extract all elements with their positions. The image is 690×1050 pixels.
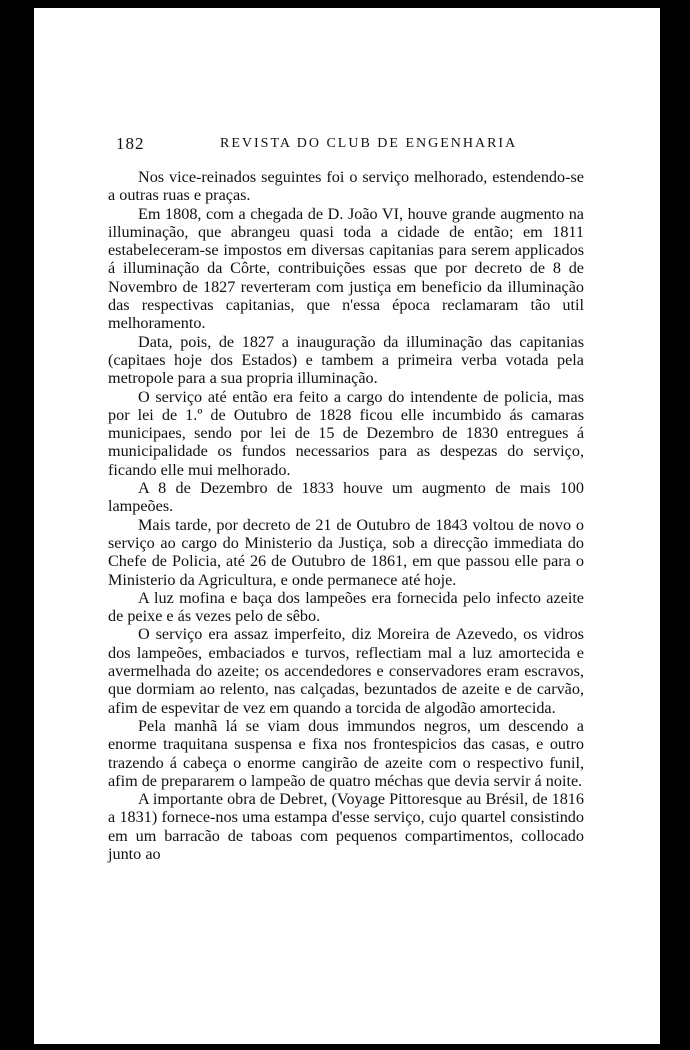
page-number: 182 <box>116 134 145 153</box>
running-title: REVISTA DO CLUB DE ENGENHARIA <box>220 136 518 151</box>
paragraph: Nos vice-reinados seguintes foi o serviço melhorado, estendendo-se a outras ruas e praças. <box>108 168 584 205</box>
paragraph: A luz mofina e baça dos lampeões era fornecida pelo infecto azeite de peixe e ás vezes pelo de sêbo. <box>108 588 584 626</box>
paragraph: O serviço até então era feito a cargo do intendente de policia, mas por lei de 1.º de Outubro de 1828 ficou elle incumbido ás camaras municipaes, sendo por lei de 15 de Dezembro de 1830 entregues á municipalidade os fundos necessarios para as despezas do serviço, ficando elle mui melhorado. <box>108 387 584 479</box>
paragraph: Em 1808, com a chegada de D. João VI, houve grande augmento na illuminação, que abrangeu quasi toda a cidade de então; em 1811 estabeleceram-se impostos em diversas capitanias para serem applicados á illuminação da Côrte, contribuições essas que por decreto de 8 de Novembro de 1827 reverteram com justiça em beneficio da illuminação das respectivas capitanias, que n'essa época reclamaram tão util melhoramento. <box>108 204 584 333</box>
paragraph: Mais tarde, por decreto de 21 de Outubro de 1843 voltou de novo o serviço ao cargo do Ministerio da Justiça, sob a direcção immediata do Chefe de Policia, até 26 de Outubro de 1861, em que passou elle para o Ministerio da Agricultura, e onde permanece até hoje. <box>108 515 584 589</box>
body-text <box>108 168 584 863</box>
paragraph: A 8 de Dezembro de 1833 houve um augmento de mais 100 lampeões. <box>108 479 584 516</box>
paragraph: Pela manhã lá se viam dous immundos negros, um descendo a enorme traquitana suspensa e fixa nos frontespicios das casas, e outro trazendo á cabeça o enorme cangirão de azeite com o respectivo funil, afim de prepararem o lampeão de quatro méchas que devia servir á noite. <box>108 716 584 790</box>
paragraph: Data, pois, de 1827 a inauguração da illuminação das capitanias (capitaes hoje dos Estados) e tambem a primeira verba votada pela metropole para a sua propria illuminação. <box>108 332 584 388</box>
paragraph: O serviço era assaz imperfeito, diz Moreira de Azevedo, os vidros dos lampeões, embaciados e turvos, reflectiam mal a luz amortecida e avermelhada do azeite; os accendedores e conservadores eram escravos, que dormiam ao relento, nas calçadas, bezuntados de azeite e de carvão, afim de espevitar de vez em quando a torcida de algodão amortecida. <box>108 625 584 717</box>
paragraph: A importante obra de Debret, (Voyage Pittoresque au Brésil, de 1816 a 1831) fornece-nos uma estampa d'esse serviço, cujo quartel consistindo em um barracão de taboas com pequenos compartimentos, collocado junto ao <box>108 790 584 863</box>
